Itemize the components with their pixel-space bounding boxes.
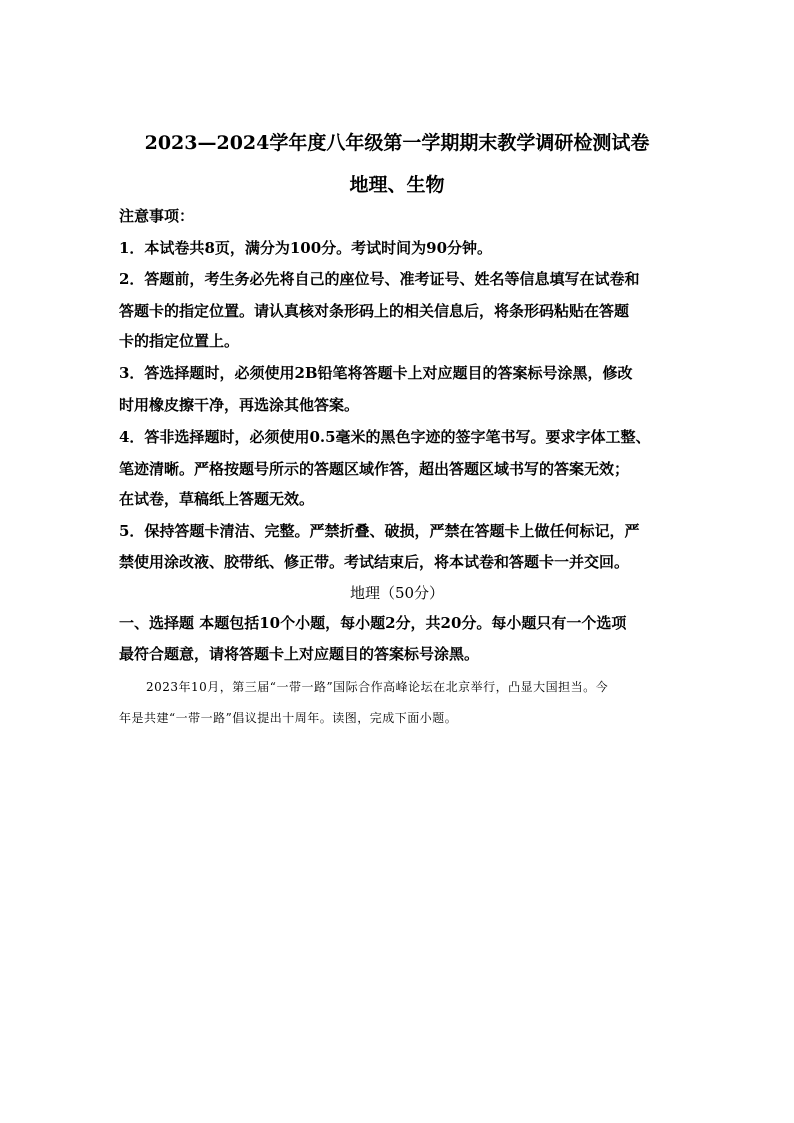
notice-line: 答题卡的指定位置。请认真核对条形码上的相关信息后，将条形码粘贴在答题 [119, 302, 630, 320]
part-instructions: 最符合题意，请将答题卡上对应题目的答案标号涂黑。 [119, 645, 480, 663]
notice-line: 时用橡皮擦干净，再选涂其他答案。 [119, 396, 360, 414]
notice-line: 1．本试卷共8页，满分为100分。考试时间为90分钟。 [119, 239, 493, 257]
exam-subtitle: 地理、生物 [349, 174, 445, 196]
notice-line: 禁使用涂改液、胶带纸、修正带。考试结束后，将本试卷和答题卡一并交回。 [119, 553, 630, 571]
notice-line: 卡的指定位置上。 [119, 332, 240, 350]
notice-line: 3．答选择题时，必须使用2B铅笔将答题卡上对应题目的答案标号涂黑，修改 [119, 364, 633, 382]
section-title: 地理（50分） [349, 584, 445, 602]
notice-line: 4．答非选择题时，必须使用0.5毫米的黑色字迹的签字笔书写。要求字体工整、 [119, 428, 651, 446]
notice-heading: 注意事项： [119, 207, 195, 225]
notice-line: 笔迹清晰。严格按题号所示的答题区域作答，超出答题区域书写的答案无效； [119, 460, 630, 478]
notice-line: 2．答题前，考生务必先将自己的座位号、准考证号、姓名等信息填写在试卷和 [119, 270, 640, 288]
passage-text: 年是共建“一带一路”倡议提出十周年。读图，完成下面小题。 [119, 711, 458, 725]
notice-line: 在试卷，草稿纸上答题无效。 [119, 490, 315, 508]
exam-title: 2023—2024学年度八年级第一学期期末教学调研检测试卷 [144, 132, 650, 154]
passage-text: 2023年10月，第三届“一带一路”国际合作高峰论坛在北京举行，凸显大国担当。今 [146, 680, 609, 694]
part-instructions: 一、选择题 本题包括10个小题，每小题2分，共20分。每小题只有一个选项 [119, 614, 627, 632]
notice-line: 5．保持答题卡清洁、完整。严禁折叠、破损，严禁在答题卡上做任何标记，严 [119, 522, 640, 540]
